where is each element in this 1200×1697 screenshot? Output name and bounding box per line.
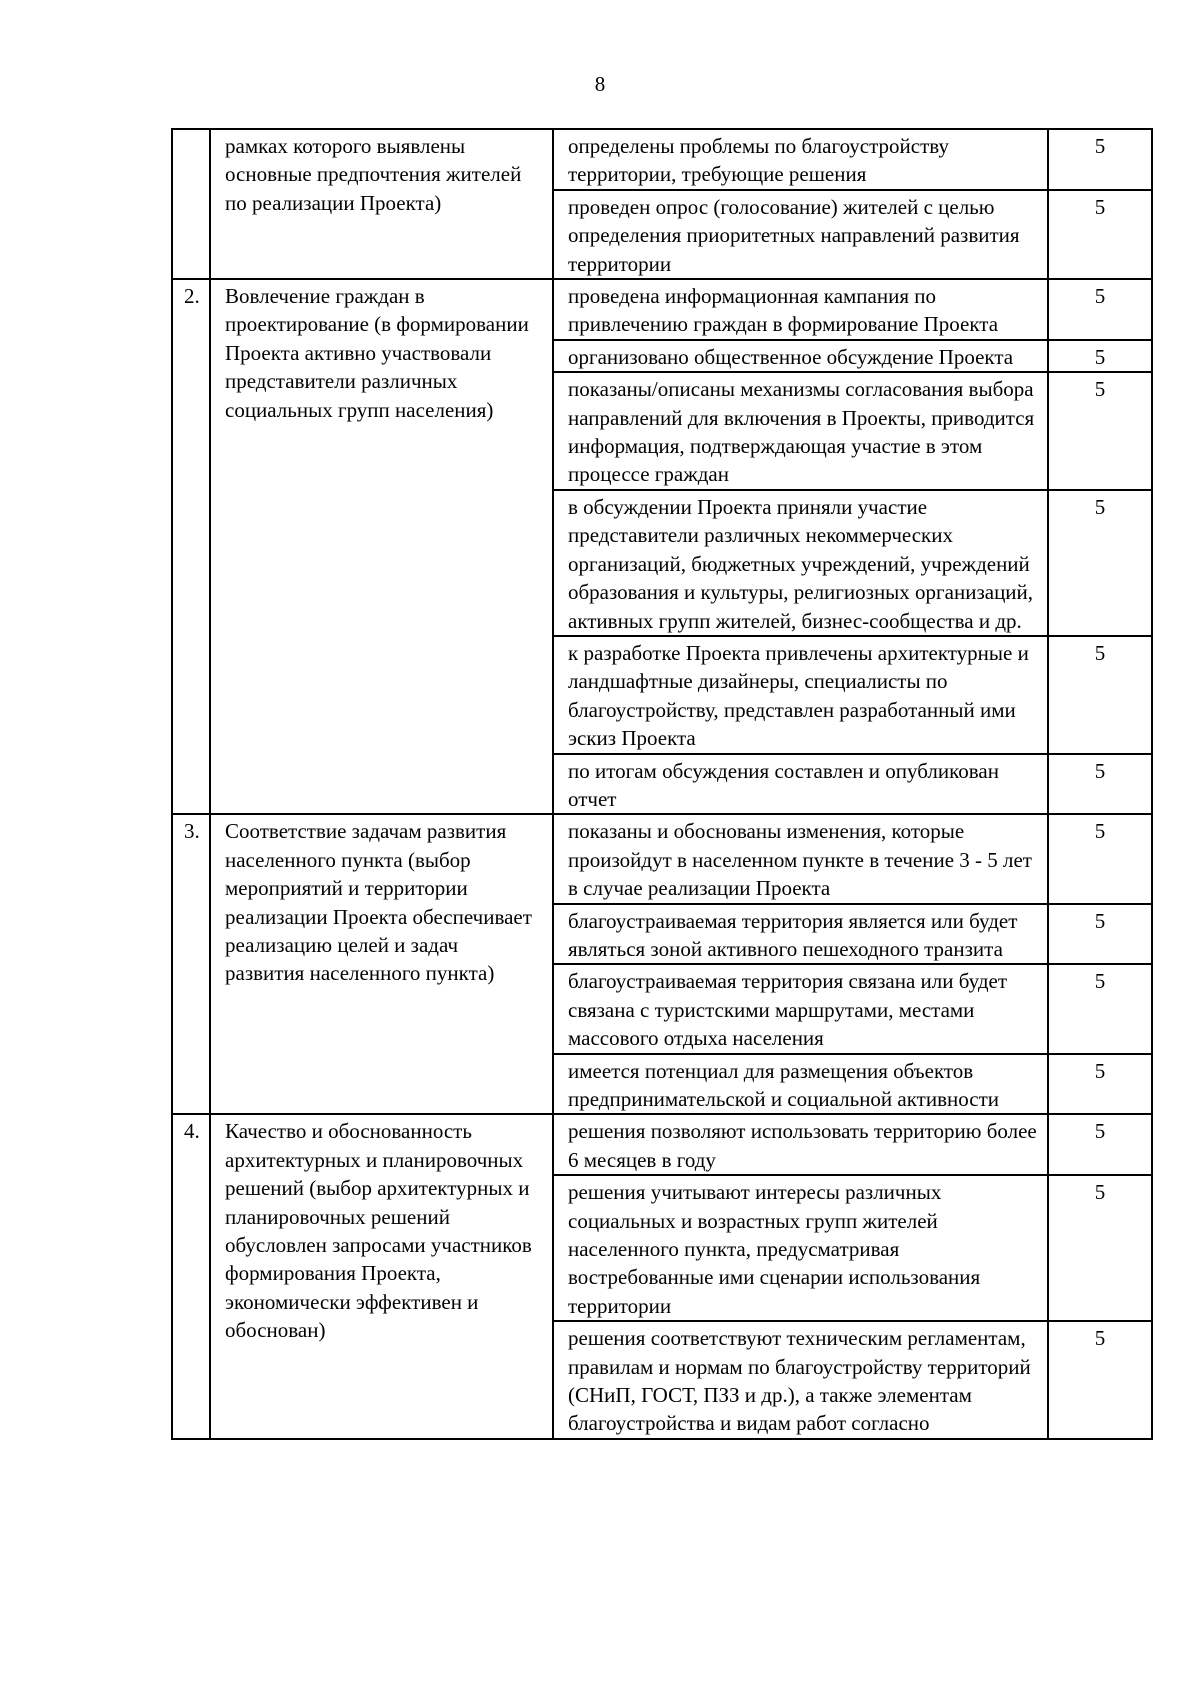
score-cell: 5 xyxy=(1048,1175,1152,1321)
indicator-text: решения позволяют использовать территорию более 6 месяцев в году xyxy=(553,1114,1048,1175)
score-cell: 5 xyxy=(1048,340,1152,372)
score-cell: 5 xyxy=(1048,490,1152,636)
table-row xyxy=(172,814,1152,903)
indicator-text: определены проблемы по благоустройству территории, требующие решения xyxy=(553,129,1048,190)
criteria-table xyxy=(171,128,1153,1440)
indicator-text: проведен опрос (голосование) жителей с целью определения приоритетных направлений развития территории xyxy=(553,190,1048,279)
score-cell: 5 xyxy=(1048,1054,1152,1115)
score-cell: 5 xyxy=(1048,372,1152,490)
score-cell: 5 xyxy=(1048,964,1152,1053)
criterion-text: Вовлечение граждан в проектирование (в формировании Проекта активно участвовали представители различных социальных групп населения) xyxy=(210,279,553,814)
score-cell: 5 xyxy=(1048,904,1152,965)
indicator-text: к разработке Проекта привлечены архитектурные и ландшафтные дизайнеры, специалисты по благоустройству, представлен разработанный ими эскиз Проекта xyxy=(553,636,1048,754)
indicator-text: организовано общественное обсуждение Проекта xyxy=(553,340,1048,372)
criterion-text: Соответствие задачам развития населенного пункта (выбор мероприятий и территории реализации Проекта обеспечивает реализацию целей и задач развития населенного пункта) xyxy=(210,814,553,1114)
score-cell: 5 xyxy=(1048,279,1152,340)
criterion-number xyxy=(172,129,210,279)
indicator-text: по итогам обсуждения составлен и опубликован отчет xyxy=(553,754,1048,815)
indicator-text: имеется потенциал для размещения объектов предпринимательской и социальной активности xyxy=(553,1054,1048,1115)
indicator-text: решения соответствуют техническим регламентам, правилам и нормам по благоустройству территорий (СНиП, ГОСТ, ПЗЗ и др.), а также элементам благоустройства и видам работ согласно xyxy=(553,1321,1048,1439)
score-cell: 5 xyxy=(1048,190,1152,279)
indicator-text: показаны/описаны механизмы согласования выбора направлений для включения в Проекты, приводится информация, подтверждающая участие в этом процессе граждан xyxy=(553,372,1048,490)
score-cell: 5 xyxy=(1048,129,1152,190)
score-cell: 5 xyxy=(1048,754,1152,815)
indicator-text: благоустраиваемая территория связана или будет связана с туристскими маршрутами, местами массового отдыха населения xyxy=(553,964,1048,1053)
table-row xyxy=(172,279,1152,340)
indicator-text: решения учитывают интересы различных социальных и возрастных групп жителей населенного пункта, предусматривая востребованные ими сценарии использования территории xyxy=(553,1175,1048,1321)
score-cell: 5 xyxy=(1048,1321,1152,1439)
criterion-text: Качество и обоснованность архитектурных и планировочных решений (выбор архитектурных и планировочных решений обусловлен запросами участников формирования Проекта, экономически эффективен и обоснован) xyxy=(210,1114,553,1438)
score-cell: 5 xyxy=(1048,636,1152,754)
page-number: 8 xyxy=(594,72,606,96)
indicator-text: благоустраиваемая территория является или будет являться зоной активного пешеходного транзита xyxy=(553,904,1048,965)
table-row xyxy=(172,1114,1152,1175)
indicator-text: проведена информационная кампания по привлечению граждан в формирование Проекта xyxy=(553,279,1048,340)
criterion-text: рамках которого выявлены основные предпочтения жителей по реализации Проекта) xyxy=(210,129,553,279)
score-cell: 5 xyxy=(1048,814,1152,903)
criterion-number: 4. xyxy=(172,1114,210,1438)
table-row xyxy=(172,129,1152,190)
indicator-text: в обсуждении Проекта приняли участие представители различных некоммерческих организаций, бюджетных учреждений, учреждений образования и культуры, религиозных организаций, активных групп жителей, бизнес-сообщества и др. xyxy=(553,490,1048,636)
score-cell: 5 xyxy=(1048,1114,1152,1175)
criterion-number: 2. xyxy=(172,279,210,814)
criterion-number: 3. xyxy=(172,814,210,1114)
indicator-text: показаны и обоснованы изменения, которые произойдут в населенном пункте в течение 3 - 5 лет в случае реализации Проекта xyxy=(553,814,1048,903)
